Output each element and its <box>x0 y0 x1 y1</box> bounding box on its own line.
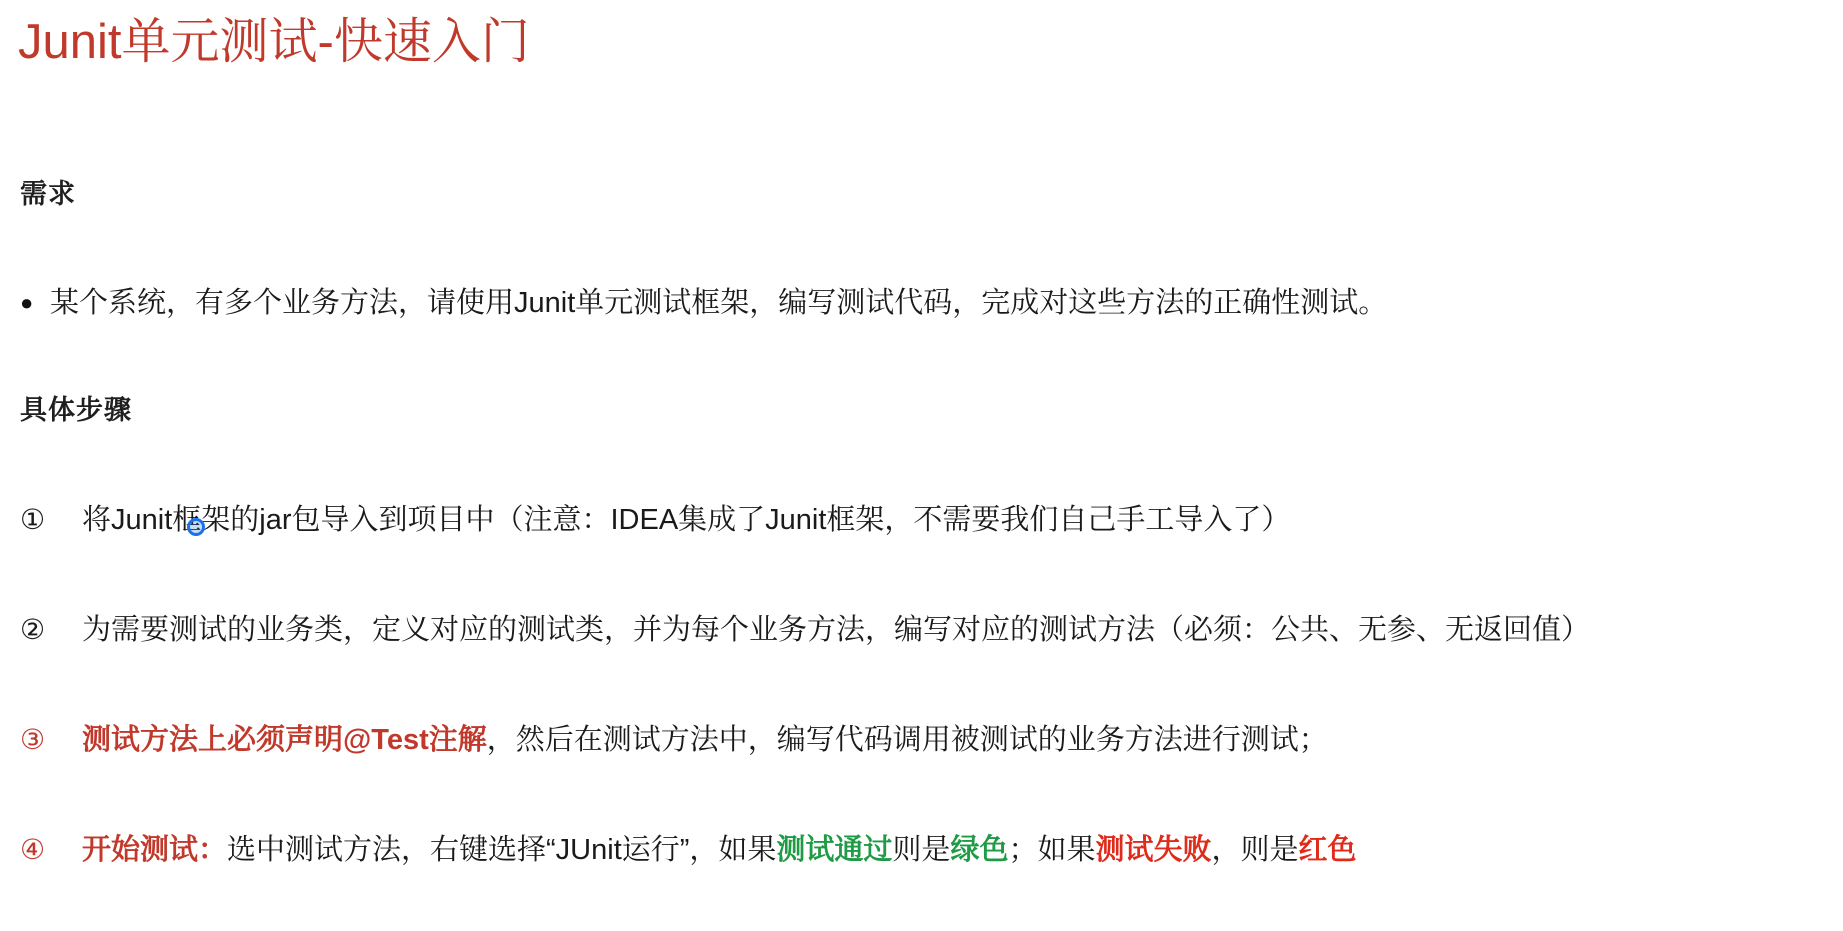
step-4-part2: 则是 <box>892 834 951 866</box>
step-4-pass: 测试通过 <box>776 834 893 866</box>
step-number-2: ② <box>20 614 46 645</box>
step-item-4 <box>20 830 1830 870</box>
step-3-highlight: 测试方法上必须声明@Test注解 <box>82 724 487 756</box>
step-4-green: 绿色 <box>950 834 1009 866</box>
step-item-3 <box>20 720 1830 760</box>
step-text-2: 为需要测试的业务类，定义对应的测试类，并为每个业务方法，编写对应的测试方法（必须：公共、无参、无返回值） <box>82 614 1591 646</box>
bullet-dot-icon: ● <box>20 290 34 315</box>
requirement-text: 某个系统，有多个业务方法，请使用Junit单元测试框架，编写测试代码，完成对这些方法的正确性测试。 <box>50 287 1388 319</box>
step-4-fail: 测试失败 <box>1095 834 1212 866</box>
section-heading-requirement: 需求 <box>20 179 76 209</box>
step-4-lead: 开始测试： <box>82 834 228 866</box>
page-title: Junit单元测试-快速入门 <box>18 15 530 69</box>
step-4-part4: ，则是 <box>1211 834 1299 866</box>
step-number-4: ④ <box>20 834 46 865</box>
step-text-4 <box>82 830 1357 870</box>
step-number-1: ① <box>20 504 46 535</box>
section-heading-steps: 具体步骤 <box>20 395 132 425</box>
step-text-1: 将Junit框架的jar包导入到项目中（注意：IDEA集成了Junit框架，不需要我们自己手工导入了） <box>82 504 1291 536</box>
step-4-part1: 选中测试方法，右键选择“JUnit运行”，如果 <box>227 834 777 866</box>
step-3-rest: ，然后在测试方法中，编写代码调用被测试的业务方法进行测试； <box>486 724 1328 756</box>
step-text-3 <box>82 720 1328 760</box>
step-number-3: ③ <box>20 724 46 755</box>
step-item-2 <box>20 610 1830 650</box>
step-4-part3: ；如果 <box>1008 834 1096 866</box>
step-4-red: 红色 <box>1298 834 1357 866</box>
step-item-1 <box>20 500 1830 540</box>
requirement-bullet <box>20 283 1830 323</box>
